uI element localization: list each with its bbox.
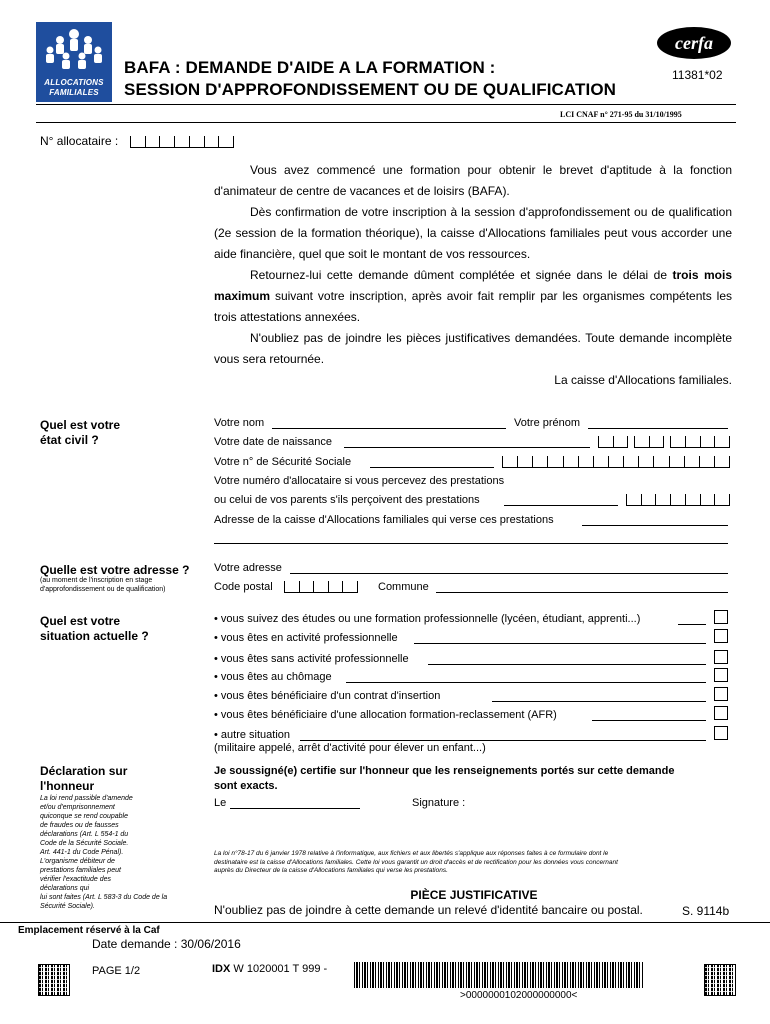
birth-month-field[interactable] [634,436,664,448]
secu-number-field[interactable] [502,456,730,468]
situation-autre-note: (militaire appelé, arrêt d'activité pour élever un enfant...) [214,742,486,754]
situation-afr: • vous êtes bénéficiaire d'une allocation formation-reclassement (AFR) [214,709,557,721]
situation-line [492,700,706,702]
caisse-address-field[interactable] [582,524,728,526]
caf-reserved-label: Emplacement réservé à la Caf [18,925,160,936]
idx-reference: IDX W 1020001 T 999 - [212,963,328,975]
situation-etudes: • vous suivez des études ou une formation professionnelle (lycéen, étudiant, apprenti...) [214,613,641,625]
barcode-text: >0000000102000000000< [460,990,578,1001]
intro-signature: La caisse d'Allocations familiales. [554,373,732,387]
situation-sans-activite: • vous êtes sans activité professionnelle [214,653,409,665]
parent-alloc-number-field[interactable] [626,494,730,506]
situation-line [592,719,706,721]
barcode [354,962,644,988]
situation-etudes-checkbox[interactable] [714,610,728,624]
regulation-reference: LCI CNAF n° 271-95 du 31/10/1995 [560,110,682,119]
intro-paragraph-3: Retournez-lui cette demande dûment complétée et signée dans le délai de trois mois maximum suivant votre inscription, après avoir fait remplir par les organismes compétents les trois attestations annexées. [214,268,732,324]
date-le-field[interactable] [230,807,360,809]
caisse-address-field-2[interactable] [214,542,728,544]
cerfa-logo [656,26,732,60]
situation-chomage: • vous êtes au chômage [214,671,332,683]
svg-text:cerfa: cerfa [675,33,713,53]
logo-text-line2: FAMILIALES [49,88,99,97]
situation-activite-checkbox[interactable] [714,629,728,643]
alloc-number-label-1: Votre numéro d'allocataire si vous percevez des prestations [214,475,505,487]
prenom-label: Votre prénom [514,417,581,429]
commune-field[interactable] [436,591,728,593]
form-title-line2: SESSION D'APPROFONDISSEMENT OU DE QUALIFICATION [124,80,617,99]
birth-year-field[interactable] [670,436,730,448]
page-number: PAGE 1/2 [92,965,141,977]
cerfa-number: 11381*02 [672,68,723,82]
intro-paragraph-1: Vous avez commencé une formation pour obtenir le brevet d'aptitude à la fonction d'animateur de centre de vacances et de loisirs (BAFA). [214,163,732,198]
intro-text [214,160,732,391]
declaration-legal-note: La loi rend passible d'amende et/ou d'emprisonnement quiconque se rend coupable de fraudes ou de fausses déclarations (Art. L 554-1 du Code de la Sécurité Sociale. Art. 441-1 du Code Pénal). L'organisme débiteur de prestations familiales peut vérifier l'exactitude des déclarations qui lui sont faites (Art. L 583-3 du Code de la Sécurité Sociale). [40,795,168,910]
situation-chomage-checkbox[interactable] [714,668,728,682]
alloc-number-line [504,504,618,506]
adresse-note: (au moment de l'inscription en stage d'approfondissement ou de qualification) [40,577,166,593]
cnil-notice: La loi n°78-17 du 6 janvier 1978 relative à l'informatique, aux fichiers et aux libertés s'applique aux réponses faites à ce formulaire dont le destinataire est la caisse d'Allocations familiales. Cette loi vous garantit un droit d'accès et de rectification pour les données vous concernant auprès du Directeur de la caisse d'Allocations familiales qui verse les prestations. [214,850,618,874]
situation-heading: Quel est votre situation actuelle ? [40,614,149,643]
datamatrix-left [38,964,70,996]
naissance-label: Votre date de naissance [214,436,333,448]
birth-day-field[interactable] [598,436,628,448]
date-le-label: Le [214,797,227,809]
code-postal-label: Code postal [214,581,273,593]
intro-paragraph-4: N'oubliez pas de joindre les pièces justificatives demandées. Toute demande incomplète vous sera retournée. [214,331,732,366]
adresse-heading: Quelle est votre adresse ? [40,563,190,577]
signature-label: Signature : [412,797,466,809]
allocataire-number-field[interactable] [130,136,234,148]
declaration-heading: Déclaration sur l'honneur [40,764,128,793]
situation-line [346,681,706,683]
code-postal-field[interactable] [284,581,358,593]
situation-line [414,642,706,644]
intro-paragraph-2: Dès confirmation de votre inscription à la session d'approfondissement ou de qualification (2e session de la formation théorique), la caisse d'Allocations familiales peut vous accorder une aide financière, quel que soit le montant de vos ressources. [214,205,732,261]
situation-afr-checkbox[interactable] [714,706,728,720]
datamatrix-right [704,964,736,996]
reference-divider [36,122,736,123]
family-figures-icon [42,28,106,70]
adresse-field[interactable] [290,572,728,574]
secu-line [370,466,494,468]
situation-activite: • vous êtes en activité professionnelle [214,632,398,644]
etat-civil-heading: Quel est votre état civil ? [40,418,121,447]
header-divider [36,104,736,105]
prenom-field[interactable] [588,427,728,429]
alloc-number-label-2: ou celui de vos parents s'ils perçoivent des prestations [214,494,480,506]
situation-sans-activite-checkbox[interactable] [714,650,728,664]
piece-justificative-text: N'oubliez pas de joindre à cette demande un relevé d'identité bancaire ou postal. [214,903,643,917]
nom-label: Votre nom [214,417,265,429]
caf-logo [36,22,112,102]
logo-text-line1: ALLOCATIONS [44,78,104,87]
situation-insertion: • vous êtes bénéficiaire d'un contrat d'insertion [214,690,441,702]
adresse-label: Votre adresse [214,562,282,574]
situation-line [428,663,706,665]
nom-field[interactable] [272,427,506,429]
caisse-address-label: Adresse de la caisse d'Allocations familiales qui verse ces prestations [214,514,554,526]
piece-justificative-heading: PIÈCE JUSTIFICATIVE [410,888,538,902]
situation-autre-checkbox[interactable] [714,726,728,740]
commune-label: Commune [378,581,429,593]
footer-divider [0,922,770,923]
declaration-statement: Je soussigné(e) certifie sur l'honneur que les renseignements portés sur cette demande sont exacts. [214,765,675,792]
naissance-line [344,446,590,448]
form-code: S. 9114b [682,904,730,918]
allocataire-label: N° allocataire : [40,134,119,148]
situation-line [678,623,706,625]
situation-autre: • autre situation [214,729,291,741]
secu-label: Votre n° de Sécurité Sociale [214,456,352,468]
date-demande: Date demande : 30/06/2016 [92,937,241,951]
situation-insertion-checkbox[interactable] [714,687,728,701]
form-title-line1: BAFA : DEMANDE D'AIDE A LA FORMATION : [124,58,496,77]
